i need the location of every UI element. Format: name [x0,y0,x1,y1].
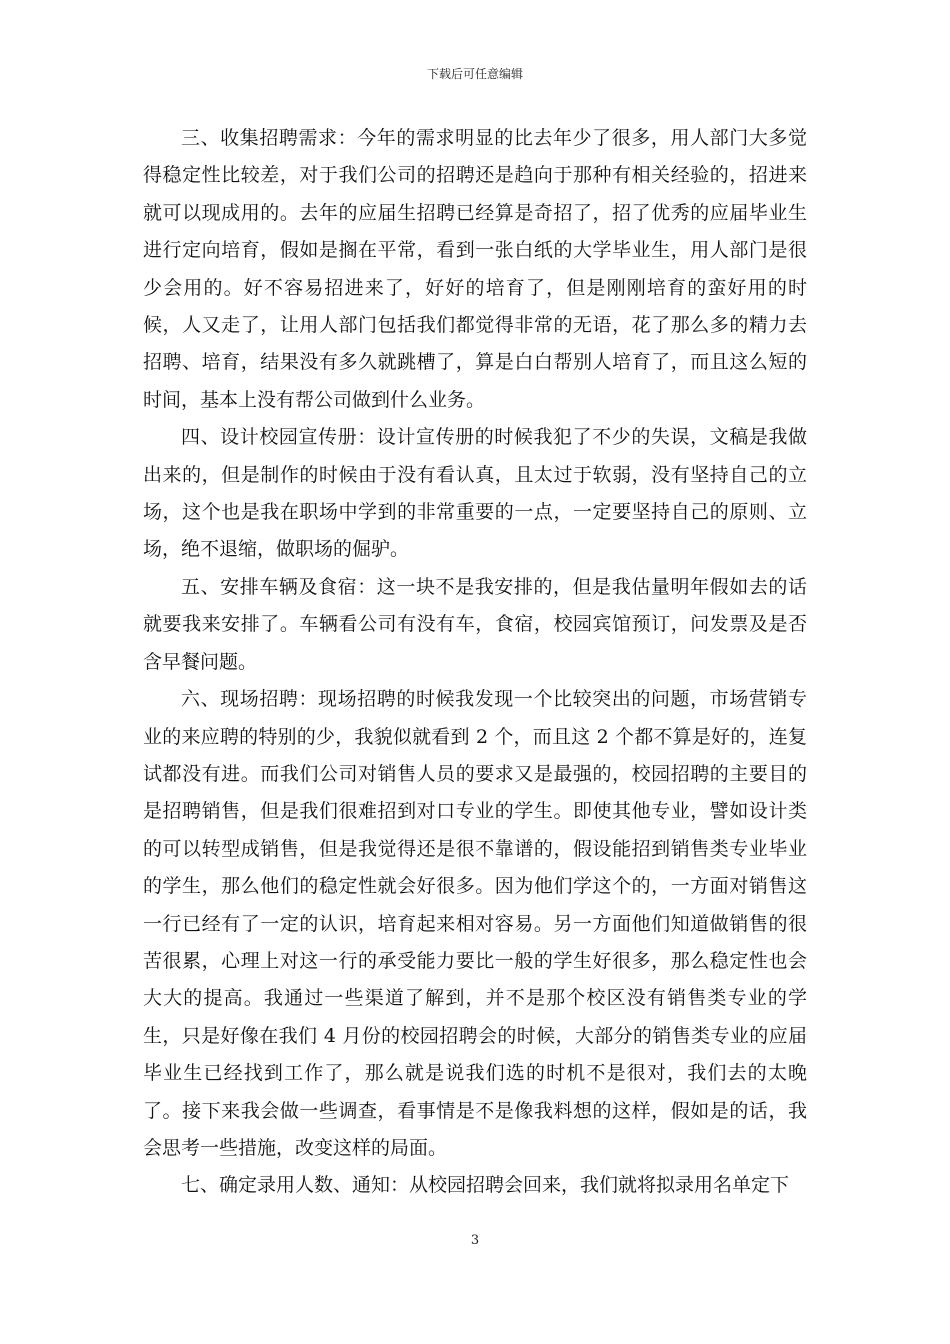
paragraph-vehicles-lodging: 五、安排车辆及食宿：这一块不是我安排的，但是我估量明年假如去的话就要我来安排了。车辆看公司有没有车，食宿，校园宾馆预订，问发票及是否含早餐问题。 [143,575,807,673]
document-body [143,120,807,1205]
paragraph-confirm-hires: 七、确定录用人数、通知：从校园招聘会回来，我们就将拟录用名单定下 [181,1174,790,1197]
paragraph-design-brochure: 四、设计校园宣传册：设计宣传册的时候我犯了不少的失误，文稿是我做出来的，但是制作的时候由于没有看认真，且太过于软弱，没有坚持自己的立场，这个也是我在职场中学到的非常重要的一点，一定要坚持自己的原则、立场，绝不退缩，做职场的倔驴。 [143,426,807,561]
paragraph-collect-requirements: 三、收集招聘需求：今年的需求明显的比去年少了很多，用人部门大多觉得稳定性比较差，对于我们公司的招聘还是趋向于那种有相关经验的，招进来就可以现成用的。去年的应届生招聘已经算是奇招了，招了优秀的应届毕业生进行定向培育，假如是搁在平常，看到一张白纸的大学毕业生，用人部门是很少会用的。好不容易招进来了，好好的培育了，但是刚刚培育的蛮好用的时候，人又走了，让用人部门包括我们都觉得非常的无语，花了那么多的精力去招聘、培育，结果没有多久就跳槽了，算是白白帮别人培育了，而且这么短的时间，基本上没有帮公司做到什么业务。 [143,127,807,411]
page-number: 3 [470,1233,480,1248]
paragraph-onsite-recruitment: 六、现场招聘：现场招聘的时候我发现一个比较突出的问题，市场营销专业的来应聘的特别的少，我貌似就看到 2 个，而且这 2 个都不算是好的，连复试都没有进。而我们公司对销售人员的要求又是最强的，校园招聘的主要目的是招聘销售，但是我们很难招到对口专业的学生。即使其他专业，譬如设计类的可以转型成销售，但是我觉得还是很不靠谱的，假设能招到销售类专业毕业的学生，那么他们的稳定性就会好很多。因为他们学这个的，一方面对销售这一行已经有了一定的认识，培育起来相对容易。另一方面他们知道做销售的很苦很累，心理上对这一行的承受能力要比一般的学生好很多，那么稳定性也会大大的提高。我通过一些渠道了解到，并不是那个校区没有销售类专业的学生，只是好像在我们 4 月份的校园招聘会的时候，大部分的销售类专业的应届毕业生已经找到工作了，那么就是说我们选的时机不是很对，我们去的太晚了。接下来我会做一些调查，看事情是不是像我料想的这样，假如是的话，我会思考一些措施，改变这样的局面。 [143,688,807,1159]
page-header: 下载后可任意编辑 [426,67,523,81]
